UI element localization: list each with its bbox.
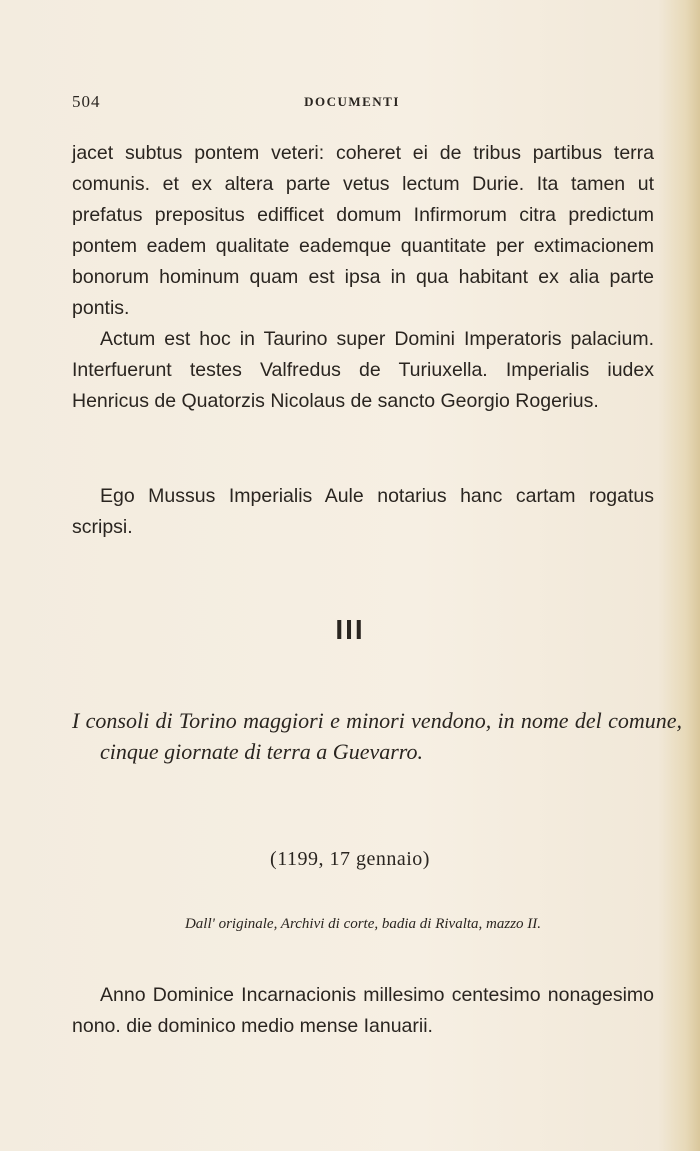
- document-summary: I consoli di Torino maggiori e minori vendono, in nome del comune, cinque giornate di terra a Guevarro.: [72, 708, 682, 764]
- paragraph-actum: Actum est hoc in Taurino super Domini Imperatoris palacium. Interfuerunt testes Valfredus de Turiuxella. Imperialis iudex Henricus de Quatorzis Nicolaus de sancto Georgio Rogerius.: [72, 328, 654, 412]
- paragraph-notary: Ego Mussus Imperialis Aule notarius hanc cartam rogatus scripsi.: [72, 485, 654, 538]
- page-header: [72, 92, 632, 116]
- section-number: III: [335, 614, 365, 645]
- paragraph-continuation: jacet subtus pontem veteri: coheret ei de tribus partibus terra comunis. et ex altera parte vetus lectum Durie. Ita tamen ut prefatus prepositus edifficet domum Infirmorum citra predictum pontem eadem qualitate eademque quantitate per extimacionem bonorum hominum quam est ipsa in qua habitant ex alia parte pontis.: [72, 142, 654, 319]
- paragraph-opening: Anno Dominice Incarnacionis millesimo centesimo nonagesimo nono. die dominico medio mense Ianuarii.: [72, 984, 654, 1037]
- document-date: (1199, 17 gennaio): [270, 848, 430, 870]
- page-number: 504: [72, 92, 101, 111]
- source-note: Dall' originale, Archivi di corte, badia di Rivalta, mazzo II.: [184, 916, 542, 932]
- running-head: DOCUMENTI: [304, 94, 400, 109]
